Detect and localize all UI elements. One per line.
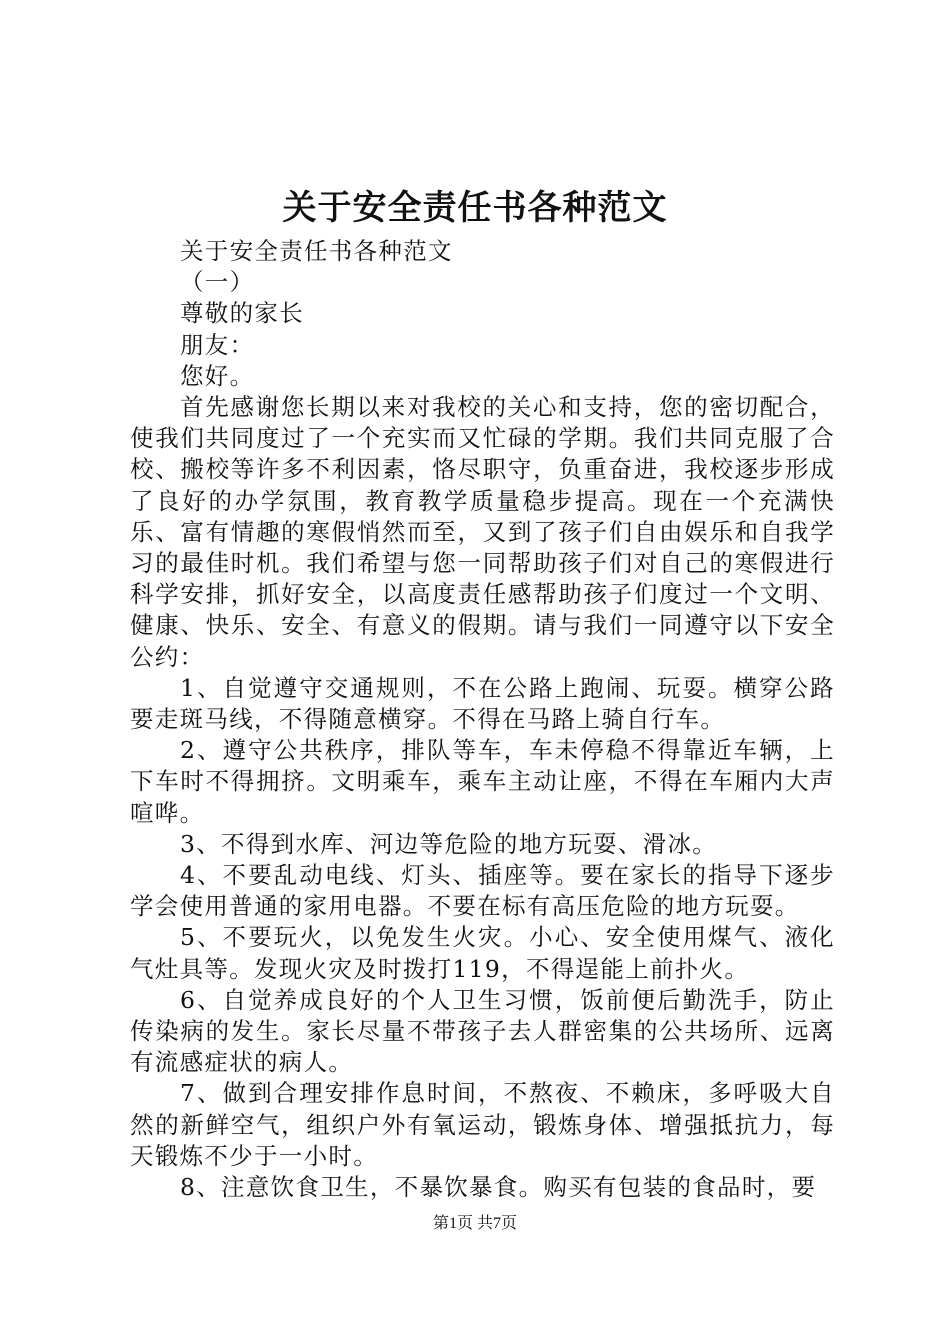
page-number-footer: 第1页 共7页 xyxy=(432,1215,517,1232)
salutation-line: 尊敬的家长 xyxy=(180,299,304,328)
section-number: （一） xyxy=(180,268,255,297)
intro-paragraph: 首先感谢您长期以来对我校的关心和支持，您的密切配合，使我们共同度过了一个充实而又忙碌的学期。我们共同克服了合校、搬校等许多不利因素，恪尽职守，负重奋进，我校逐步形成了良好的办学氛围，教育教学质量稳步提高。现在一个充满快乐、富有情趣的寒假悄然而至，又到了孩子们自由娱乐和自我学习的最佳时机。我们希望与您一同帮助孩子们对自己的寒假进行科学安排，抓好安全，以高度责任感帮助孩子们度过一个文明、健康、快乐、安全、有意义的假期。请与我们一同遵守以下安全公约： xyxy=(130,393,835,671)
greeting-line: 您好。 xyxy=(180,361,255,390)
rule-item: 2、遵守公共秩序，排队等车，车未停稳不得靠近车辆，上下车时不得拥挤。文明乘车，乘车主动让座，不得在车厢内大声喧哗。 xyxy=(130,736,835,827)
subtitle-paragraph: 关于安全责任书各种范文 xyxy=(180,237,453,265)
salutation-line: 朋友： xyxy=(180,330,255,359)
rule-item: 7、做到合理安排作息时间，不熬夜、不赖床，多呼吸大自然的新鲜空气，组织户外有氧运动，锻炼身体、增强抵抗力，每天锻炼不少于一小时。 xyxy=(130,1079,835,1170)
rule-item: 4、不要乱动电线、灯头、插座等。要在家长的指导下逐步学会使用普通的家用电器。不要在标有高压危险的地方玩耍。 xyxy=(130,861,835,921)
rule-item: 3、不得到水库、河边等危险的地方玩耍、滑冰。 xyxy=(180,829,718,858)
document-title: 关于安全责任书各种范文 xyxy=(282,188,668,228)
rule-item: 5、不要玩火，以免发生火灾。小心、安全使用煤气、液化气灶具等。发现火灾及时拨打119，不得逞能上前扑火。 xyxy=(130,923,835,983)
rule-item: 1、自觉遵守交通规则，不在公路上跑闹、玩耍。横穿公路要走斑马线，不得随意横穿。不得在马路上骑自行车。 xyxy=(130,673,835,734)
rule-item: 6、自觉养成良好的个人卫生习惯，饭前便后勤洗手，防止传染病的发生。家长尽量不带孩子去人群密集的公共场所、远离有流感症状的病人。 xyxy=(130,985,835,1077)
document-body xyxy=(130,236,835,1203)
rule-item: 8、注意饮食卫生，不暴饮暴食。购买有包装的食品时，要 xyxy=(180,1173,817,1202)
